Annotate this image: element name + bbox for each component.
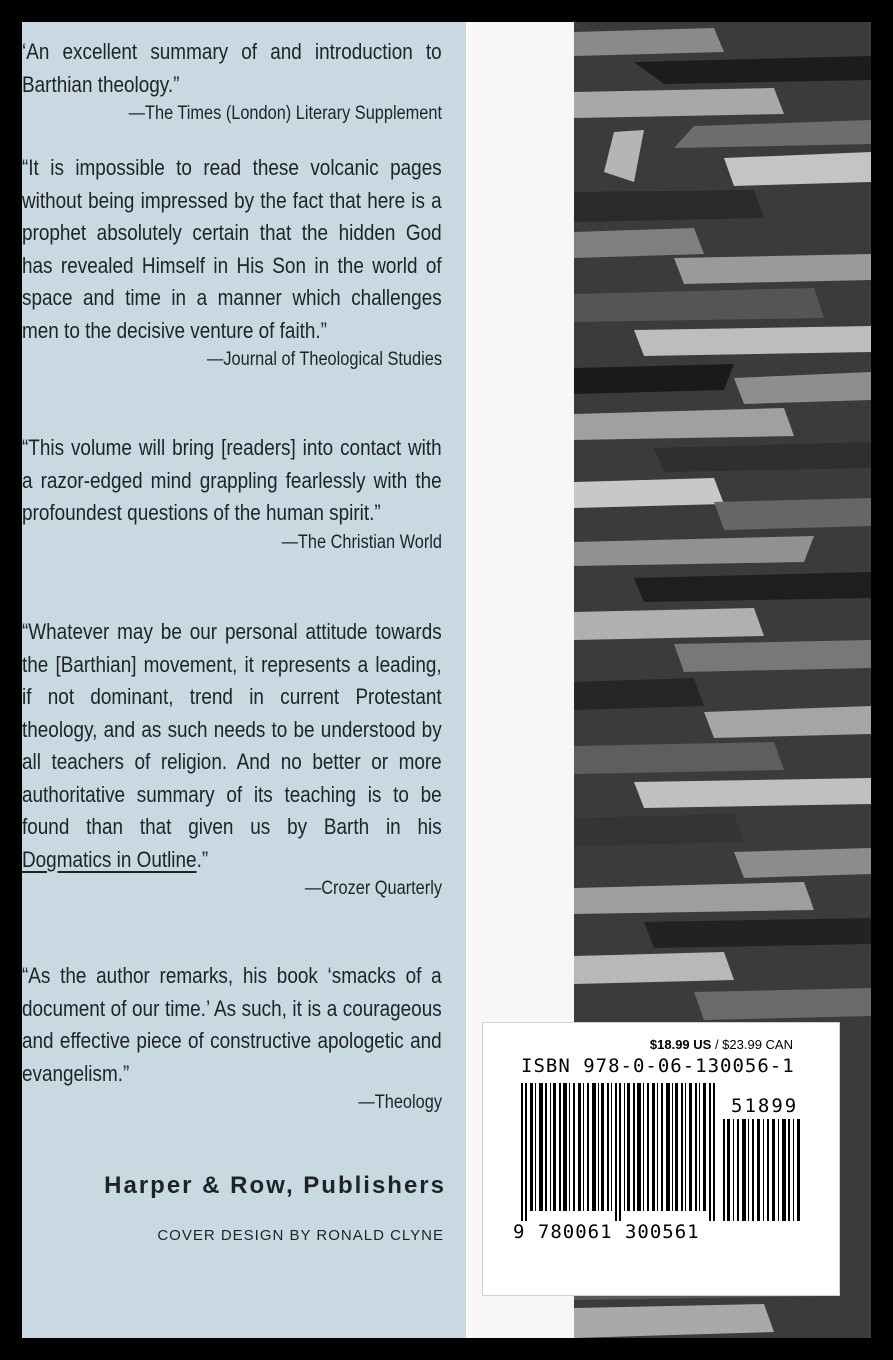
barcode-label: [482, 1022, 840, 1296]
review-quote-text: ‘An excellent summary of and introduction to Barthian theology.”: [22, 39, 442, 97]
price-us: $18.99 US: [649, 1037, 712, 1052]
review-panel: [22, 22, 466, 1338]
review-quote-source: —Crozer Quarterly: [304, 878, 442, 899]
price-line: [483, 1037, 793, 1052]
ean-barcode: [521, 1083, 717, 1221]
review-quote-source: —The Christian World: [281, 531, 442, 553]
quote-text-after: .”: [196, 846, 209, 872]
review-quote-text: [22, 616, 442, 876]
review-quote-source: —The Times (London) Literary Supplement: [128, 103, 442, 124]
price-separator: /: [711, 1037, 723, 1052]
review-quote-text: “As the author remarks, his book ‘smacks of a document of our time.’ As such, it is a courageous and effective piece of constructive apologetic and evangelism.”: [22, 963, 442, 1086]
quote-text-before: “Whatever may be our personal attitude towards the [Barthian] movement, it represents a leading, if not dominant, trend in current Protestant theology, and as such needs to be understood by all teachers of religion. And no better or more authoritative summary of its teaching is to be found than that given us by Barth in his: [22, 619, 442, 839]
review-quote-4: [22, 616, 442, 900]
review-quote-source: —Journal of Theological Studies: [207, 349, 442, 370]
price-can: $23.99 CAN: [722, 1037, 793, 1052]
book-back-cover: [22, 22, 871, 1338]
review-quote-2: [22, 152, 442, 371]
cover-design-credit: COVER DESIGN BY RONALD CLYNE: [157, 1227, 444, 1244]
review-quote-1: [22, 36, 442, 125]
isbn-number: ISBN 978-0-06-130056-1: [521, 1055, 795, 1077]
publisher-name: Harper & Row, Publishers: [104, 1172, 446, 1199]
ean-digits: 9 780061 300561: [513, 1221, 700, 1243]
review-quote-text: “It is impossible to read these volcanic pages without being impressed by the fact that here is a prophet absolutely certain that the hidden God has revealed Himself in His Son in the world of space and time in a manner which challenges men to the decisive venture of faith.”: [22, 155, 442, 343]
addon-barcode: [723, 1119, 803, 1221]
review-quote-3: [22, 432, 442, 554]
addon-digits: 51899: [731, 1095, 799, 1117]
review-quote-text: “This volume will bring [readers] into contact with a razor-edged mind grappling fearlessly with the profoundest questions of the human spirit.”: [22, 435, 442, 525]
review-quote-source: —Theology: [358, 1092, 442, 1113]
review-quote-5: [22, 960, 442, 1114]
book-title-underlined: Dogmatics in Outline: [22, 846, 197, 872]
